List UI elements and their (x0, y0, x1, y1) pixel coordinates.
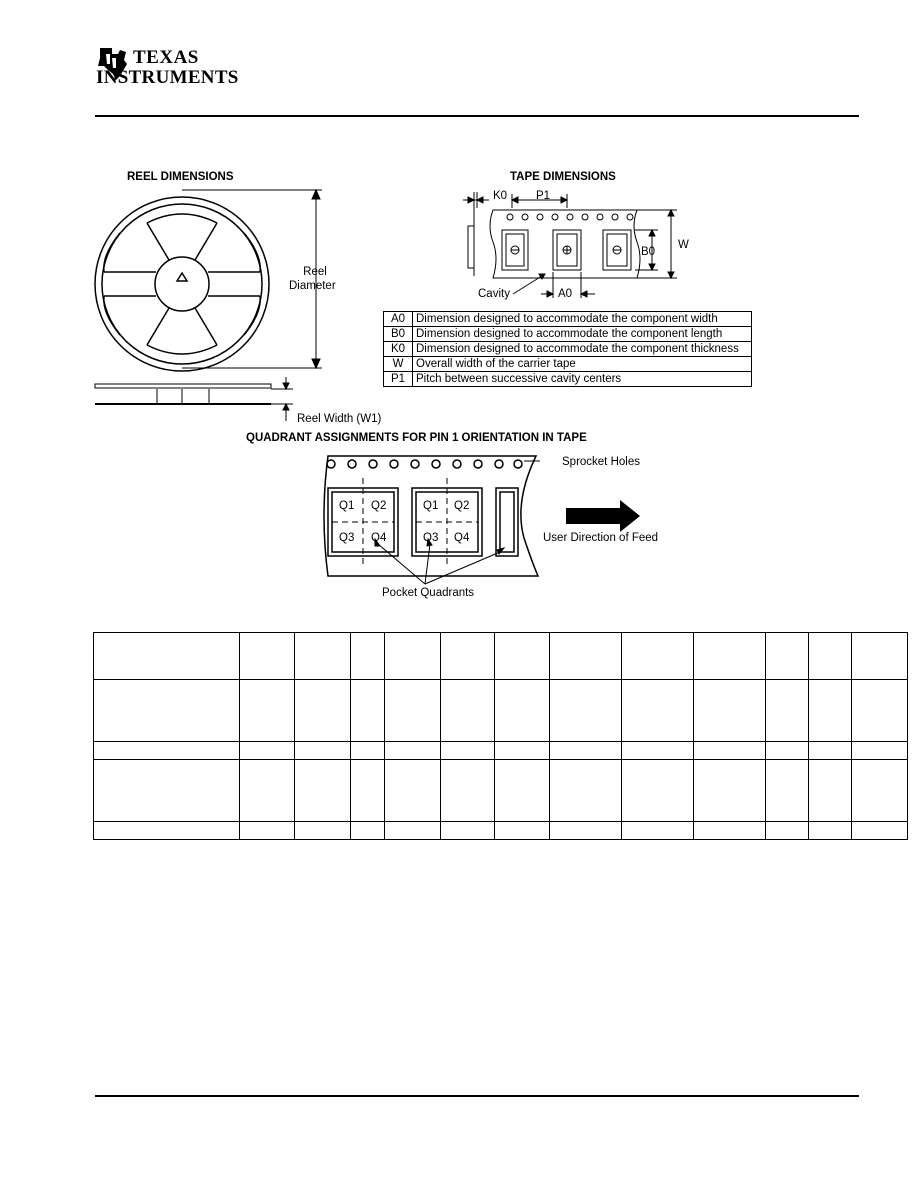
feed-direction-label: User Direction of Feed (543, 532, 659, 544)
quadrant-diagram (318, 450, 648, 610)
tape-cavity-label: Cavity (478, 288, 510, 300)
tape-dimension-legend (383, 311, 752, 387)
tape-p1-label: P1 (536, 190, 551, 202)
footer-rule (95, 1095, 859, 1097)
table-row (94, 633, 908, 680)
q2-label-2: Q2 (454, 500, 470, 512)
reel-diagram (90, 185, 390, 430)
q4-label-2: Q4 (454, 532, 470, 544)
legend-code: K0 (384, 342, 413, 357)
table-row (94, 760, 908, 822)
tape-a0-label: A0 (558, 288, 573, 300)
legend-row (384, 342, 752, 357)
legend-description: Dimension designed to accommodate the component width (413, 312, 752, 327)
packaging-data-table (93, 632, 908, 840)
reel-width-label: Reel Width (W1) (297, 413, 382, 425)
legend-code: B0 (384, 327, 413, 342)
company-name-line1: TEXAS (133, 47, 199, 68)
company-name (96, 47, 239, 88)
tape-w-label: W (678, 239, 689, 251)
quadrant-assignments-title: QUADRANT ASSIGNMENTS FOR PIN 1 ORIENTATION IN TAPE (246, 432, 587, 444)
reel-diameter-label-line1: Reel (303, 266, 327, 278)
sprocket-holes-label: Sprocket Holes (562, 456, 640, 468)
tape-b0-label: B0 (641, 246, 656, 258)
legend-row (384, 372, 752, 387)
reel-diameter-label-line2: Diameter (289, 280, 336, 292)
legend-description: Dimension designed to accommodate the component length (413, 327, 752, 342)
pocket-quadrants-label: Pocket Quadrants (382, 587, 475, 599)
legend-description: Overall width of the carrier tape (413, 357, 752, 372)
legend-description: Pitch between successive cavity centers (413, 372, 752, 387)
legend-description: Dimension designed to accommodate the component thickness (413, 342, 752, 357)
legend-code: P1 (384, 372, 413, 387)
legend-code: A0 (384, 312, 413, 327)
legend-row (384, 357, 752, 372)
table-row (94, 742, 908, 760)
q1-label-2: Q1 (423, 500, 439, 512)
q2-label-1: Q2 (371, 500, 387, 512)
tape-dimensions-title: TAPE DIMENSIONS (510, 171, 616, 183)
legend-row (384, 312, 752, 327)
table-row (94, 822, 908, 840)
legend-row (384, 327, 752, 342)
company-name-line2: INSTRUMENTS (96, 67, 239, 88)
legend-code: W (384, 357, 413, 372)
header-rule (95, 115, 859, 117)
tape-k0-label: K0 (493, 190, 508, 202)
reel-dimensions-title: REEL DIMENSIONS (127, 171, 234, 183)
q3-label-1: Q3 (339, 532, 355, 544)
q3-label-2: Q3 (423, 532, 439, 544)
q1-label-1: Q1 (339, 500, 355, 512)
table-row (94, 680, 908, 742)
q4-label-1: Q4 (371, 532, 387, 544)
